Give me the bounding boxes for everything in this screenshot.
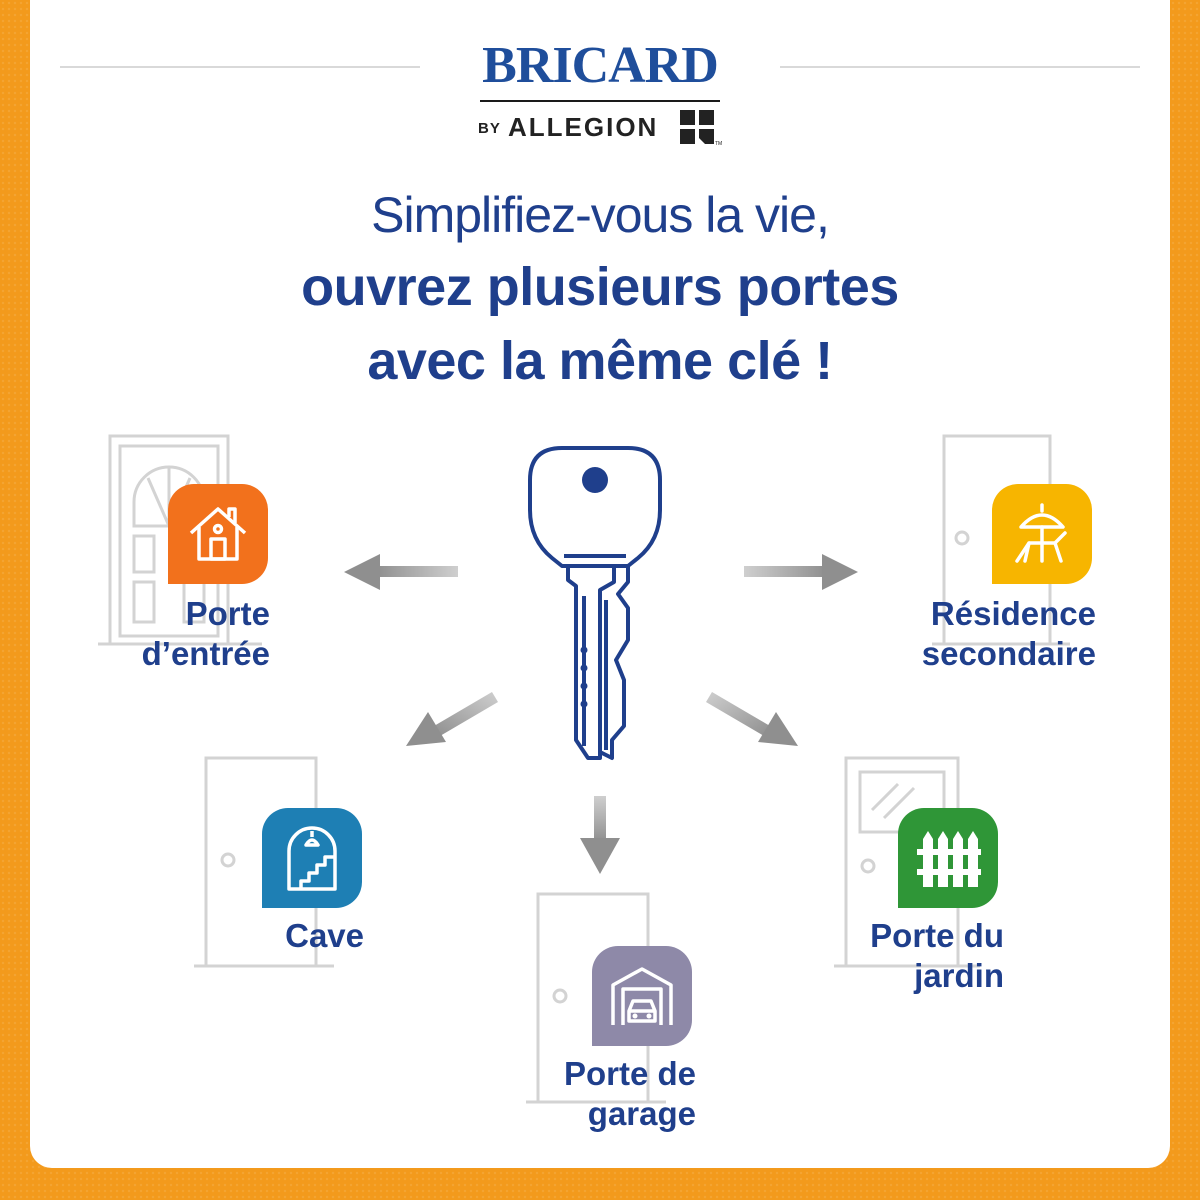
cellar-label	[262, 916, 364, 956]
second-home-label-line-2: secondaire	[921, 635, 1096, 672]
bricard-logo	[470, 36, 740, 156]
logo-divider	[480, 100, 720, 102]
headline-line-2: ouvrez plusieurs portes	[301, 257, 899, 317]
garage-car-icon	[607, 963, 677, 1029]
cellar-tile	[262, 808, 362, 908]
allegion-mark-icon	[678, 108, 723, 147]
garden-label-line-2: jardin	[914, 957, 1004, 994]
headline	[0, 180, 1200, 398]
divider-left	[60, 66, 420, 68]
divider-right	[780, 66, 1140, 68]
brand-parent: ALLEGION	[508, 112, 659, 142]
garage-tile	[592, 946, 692, 1046]
beach-umbrella-icon	[1007, 499, 1077, 569]
front-door-tile	[168, 484, 268, 584]
second-home-tile	[992, 484, 1092, 584]
garden-tile	[898, 808, 998, 908]
garage-label-line-2: garage	[587, 1095, 696, 1132]
arrow-right-icon	[744, 552, 860, 592]
garden-label-line-1: Porte du	[870, 917, 1004, 954]
garage-label-line-1: Porte de	[563, 1055, 696, 1092]
arrow-down-right-icon	[704, 690, 804, 750]
cellar-label-line-1: Cave	[285, 917, 364, 954]
garden-label	[832, 916, 1004, 996]
second-home-label	[876, 594, 1096, 674]
cellar-stairs-icon	[279, 823, 345, 893]
arrow-left-icon	[342, 552, 458, 592]
front-door-label-line-1: Porte	[185, 595, 270, 632]
svg-text:TM: TM	[715, 141, 723, 147]
brand-name: BRICARD	[482, 37, 718, 94]
headline-line-1: Simplifiez-vous la vie,	[371, 187, 829, 243]
garage-label	[526, 1054, 696, 1134]
front-door-label-line-2: d’entrée	[141, 635, 270, 672]
key-icon	[520, 440, 670, 770]
front-door-label	[110, 594, 270, 674]
second-home-label-line-1: Résidence	[930, 595, 1096, 632]
fence-icon	[913, 825, 983, 891]
house-icon	[185, 501, 251, 567]
brand-by: BY	[478, 120, 501, 137]
arrow-down-left-icon	[400, 690, 500, 750]
headline-line-3: avec la même clé !	[367, 331, 833, 391]
arrow-down-icon	[578, 796, 622, 876]
